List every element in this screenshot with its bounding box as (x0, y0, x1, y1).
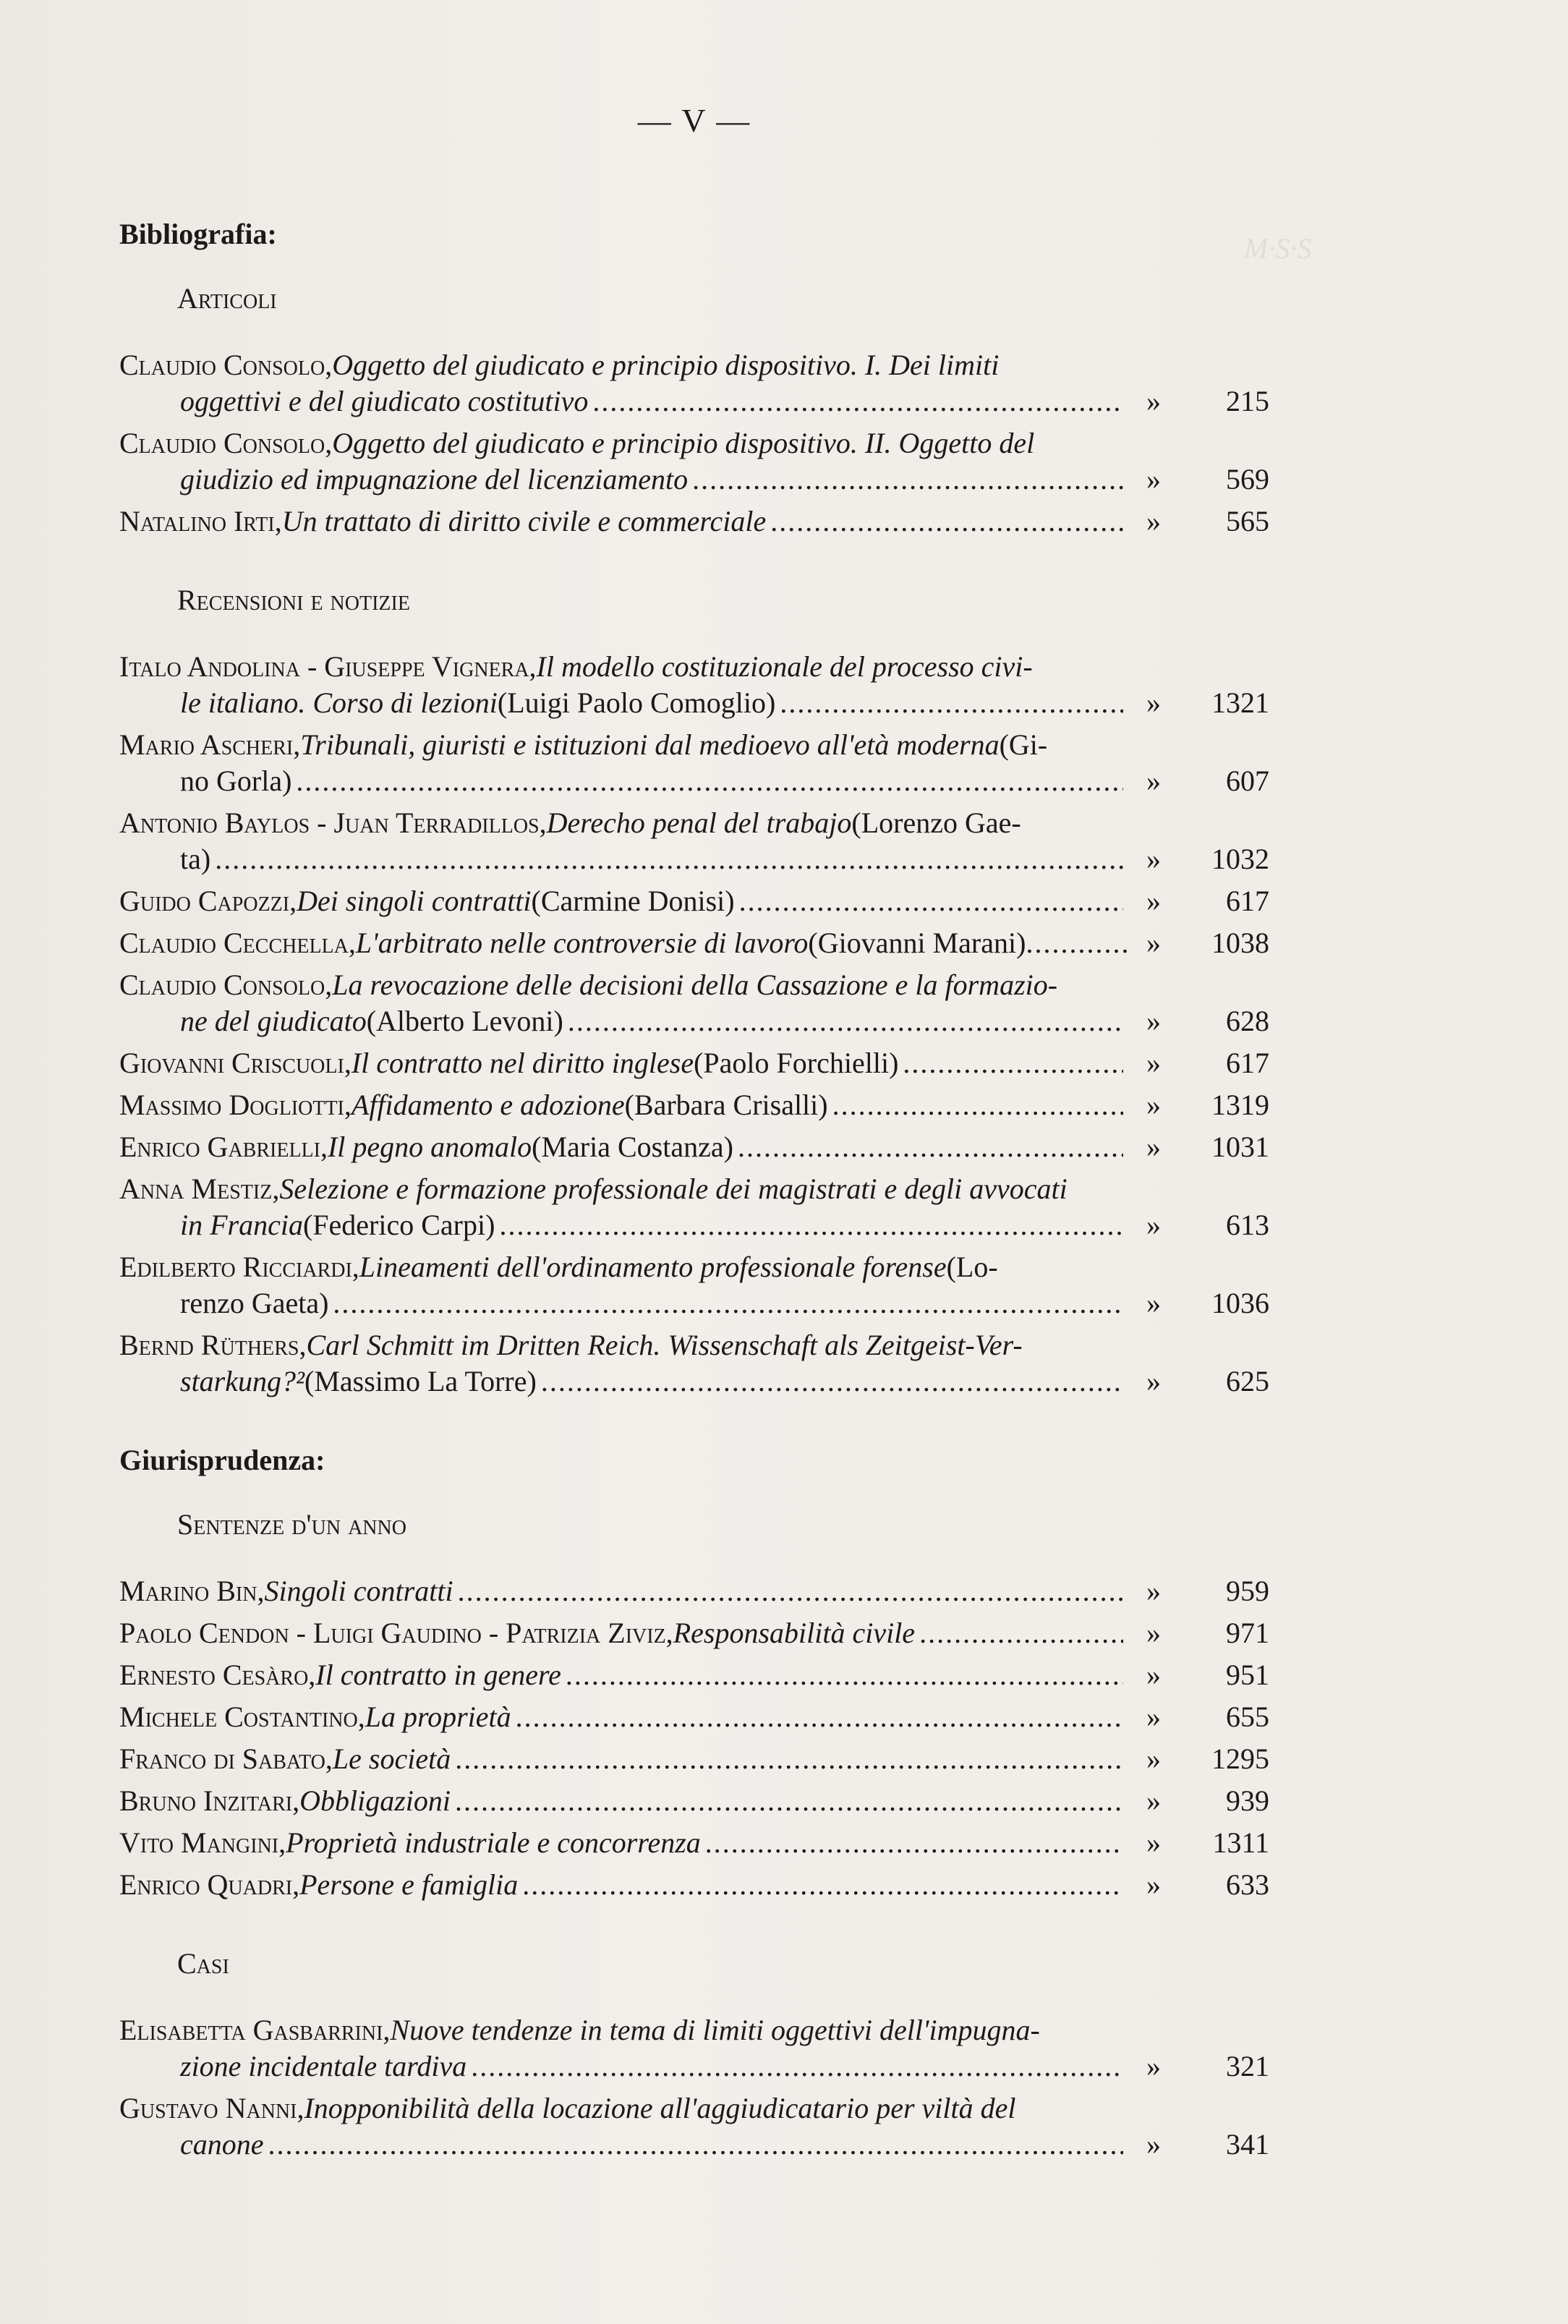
entry-page: 1319 (1211, 1089, 1269, 1121)
toc-entry (119, 1249, 1269, 1321)
entry-title-cont: ne del giudicato (180, 1005, 367, 1037)
toc-entry (119, 727, 1269, 799)
raquo-marker: » (1146, 1659, 1161, 1691)
entry-author: Guido Capozzi, (119, 885, 297, 917)
raquo-marker: » (1146, 765, 1161, 797)
subsection-title-recensioni: Recensioni e notizie (177, 584, 410, 616)
toc-entry (119, 1657, 1269, 1693)
raquo-marker: » (1146, 1701, 1161, 1733)
entry-author: Massimo Dogliotti, (119, 1089, 351, 1121)
raquo-marker: » (1146, 1287, 1161, 1319)
entry-author: Claudio Consolo, (119, 349, 333, 381)
entry-author: Elisabetta Gasbarrini, (119, 2014, 391, 2046)
entry-title: Proprietà industriale e concorrenza (286, 1826, 701, 1859)
entry-author: Marino Bin, (119, 1575, 265, 1607)
raquo-marker: » (1146, 1005, 1161, 1037)
toc-entry (119, 2090, 1269, 2163)
toc-entry (119, 883, 1269, 919)
entry-author: Enrico Quadri, (119, 1868, 300, 1901)
entry-page: 215 (1226, 385, 1269, 417)
toc-entry (119, 1867, 1269, 1903)
entry-author: Claudio Consolo, (119, 427, 333, 459)
entry-reviewer: (Alberto Levoni) (366, 1005, 563, 1037)
entry-author: Italo Andolina - Giuseppe Vignera, (119, 650, 537, 683)
entry-page: 625 (1226, 1365, 1269, 1397)
raquo-marker: » (1146, 1575, 1161, 1607)
raquo-marker: » (1146, 1131, 1161, 1163)
subsection-title-casi: Casi (177, 1947, 229, 1980)
entry-author: Claudio Consolo, (119, 969, 333, 1001)
toc-entry (119, 805, 1269, 877)
entry-page: 1038 (1211, 927, 1269, 959)
entry-page: 1036 (1211, 1287, 1269, 1319)
toc-entry (119, 2012, 1269, 2085)
entry-author: Claudio Cecchella, (119, 927, 356, 959)
entry-title: Carl Schmitt im Dritten Reich. Wissenschaft als Zeitgeist-Ver- (306, 1329, 1023, 1361)
entry-title-cont: giudizio ed impugnazione del licenziamento (180, 463, 689, 495)
toc-entry (119, 1087, 1269, 1123)
bleed-through-text: M·S·S (1244, 232, 1312, 265)
entry-title: Lineamenti dell'ordinamento professionale forense (359, 1251, 947, 1283)
entry-page: 1032 (1211, 843, 1269, 875)
entry-title: Obbligazioni (299, 1784, 451, 1817)
entry-title: Oggetto del giudicato e principio dispositivo. I. Dei limiti (332, 349, 1000, 381)
entry-title-cont: oggettivi e del giudicato costitutivo (180, 385, 589, 417)
entries-articoli (119, 347, 1269, 540)
entry-author: Franco di Sabato, (119, 1742, 333, 1775)
entry-author: Giovanni Criscuoli, (119, 1047, 351, 1079)
entry-reviewer: (Federico Carpi) (302, 1209, 495, 1241)
entry-page: 1295 (1211, 1742, 1269, 1775)
entry-title: Nuove tendenze in tema di limiti oggettivi dell'impugna- (390, 2014, 1040, 2046)
entry-reviewer: (Paolo Forchielli) (694, 1047, 899, 1079)
entry-author: Mario Ascheri, (119, 728, 301, 761)
subsection-title-sentenze: Sentenze d'un anno (177, 1508, 406, 1541)
entry-title-cont: starkung?² (180, 1365, 304, 1397)
toc-entry (119, 1129, 1269, 1165)
entry-reviewer: (Carmine Donisi) (531, 885, 735, 917)
raquo-marker: » (1146, 1209, 1161, 1241)
toc-entry (119, 347, 1269, 420)
entry-title: Responsabilità civile (673, 1617, 916, 1649)
page-folio: — V — (637, 102, 751, 139)
subsection-title-articoli: Articoli (177, 282, 277, 315)
toc-entry (119, 1171, 1269, 1243)
entry-reviewer: (Giovanni Marani) (808, 927, 1026, 959)
entry-title: La revocazione delle decisioni della Cassazione e la formazio- (332, 969, 1058, 1001)
raquo-marker: » (1146, 1047, 1161, 1079)
entry-reviewer: (Luigi Paolo Comoglio) (497, 686, 776, 719)
toc-entry (119, 1783, 1269, 1819)
entry-author: Vito Mangini, (119, 1826, 286, 1859)
entry-page: 341 (1226, 2128, 1269, 2161)
entry-title-cont: le italiano. Corso di lezioni (180, 686, 498, 719)
entry-page: 939 (1226, 1784, 1269, 1817)
entry-page: 1321 (1211, 686, 1269, 719)
entry-title-cont: canone (180, 2128, 264, 2161)
toc-entry (119, 425, 1269, 498)
toc-entry (119, 649, 1269, 721)
entry-author: Gustavo Nanni, (119, 2092, 304, 2124)
entry-reviewer: (Barbara Crisalli) (624, 1089, 828, 1121)
entry-page: 633 (1226, 1868, 1269, 1901)
raquo-marker: » (1146, 385, 1161, 417)
table-of-contents (119, 217, 1269, 2206)
entry-title: Singoli contratti (264, 1575, 453, 1607)
entry-page: 321 (1226, 2050, 1269, 2082)
entry-page: 1311 (1212, 1826, 1269, 1859)
raquo-marker: » (1146, 1089, 1161, 1121)
entry-title: Il pegno anomalo (327, 1131, 532, 1163)
entry-title: Il contratto nel diritto inglese (351, 1047, 694, 1079)
raquo-marker: » (1146, 1365, 1161, 1397)
entry-title: Persone e famiglia (299, 1868, 519, 1901)
entry-reviewer: (Lorenzo Gae- (851, 806, 1021, 839)
entry-title: Il modello costituzionale del processo civi- (536, 650, 1033, 683)
entry-author: Paolo Cendon - Luigi Gaudino - Patrizia Ziviz, (119, 1617, 673, 1649)
entry-page: 569 (1226, 463, 1269, 495)
raquo-marker: » (1146, 505, 1161, 537)
entry-author: Bernd Rüthers, (119, 1329, 307, 1361)
entry-title: La proprietà (365, 1701, 511, 1733)
entry-page: 617 (1226, 1047, 1269, 1079)
raquo-marker: » (1146, 2128, 1161, 2161)
raquo-marker: » (1146, 463, 1161, 495)
raquo-marker: » (1146, 1742, 1161, 1775)
toc-entry (119, 1045, 1269, 1081)
toc-entry (119, 967, 1269, 1039)
entry-title: Le società (332, 1742, 451, 1775)
toc-entry (119, 1573, 1269, 1609)
entries-recensioni (119, 649, 1269, 1400)
entry-title: Inopponibilità della locazione all'aggiudicatario per viltà del (304, 2092, 1016, 2124)
entry-title-cont: in Francia (180, 1209, 303, 1241)
entry-page: 617 (1226, 885, 1269, 917)
section-title-bibliografia: Bibliografia: (119, 218, 277, 250)
entry-page: 565 (1226, 505, 1269, 537)
entry-author: Antonio Baylos - Juan Terradillos, (119, 806, 547, 839)
entry-title: Selezione e formazione professionale dei magistrati e degli avvocati (279, 1172, 1068, 1205)
entry-author: Edilberto Ricciardi, (119, 1251, 359, 1283)
toc-entry (119, 503, 1269, 540)
entry-title: Affidamento e adozione (351, 1089, 625, 1121)
entry-page: 1031 (1211, 1131, 1269, 1163)
raquo-marker: » (1146, 927, 1161, 959)
entry-author: Natalino Irti, (119, 505, 282, 537)
toc-entry (119, 1699, 1269, 1735)
entry-page: 628 (1226, 1005, 1269, 1037)
raquo-marker: » (1146, 885, 1161, 917)
entry-author: Enrico Gabrielli, (119, 1131, 328, 1163)
entry-title: Il contratto in genere (315, 1659, 561, 1691)
entry-title: Derecho penal del trabajo (546, 806, 852, 839)
raquo-marker: » (1146, 843, 1161, 875)
entry-page: 655 (1226, 1701, 1269, 1733)
raquo-marker: » (1146, 2050, 1161, 2082)
toc-entry (119, 1615, 1269, 1651)
entry-page: 971 (1226, 1617, 1269, 1649)
entries-casi (119, 2012, 1269, 2163)
toc-entry (119, 925, 1269, 961)
entry-page: 959 (1226, 1575, 1269, 1607)
entry-title: L'arbitrato nelle controversie di lavoro (355, 927, 809, 959)
entries-sentenze (119, 1573, 1269, 1903)
entry-title: Dei singoli contratti (297, 885, 532, 917)
entry-title: Un trattato di diritto civile e commerciale (281, 505, 767, 537)
raquo-marker: » (1146, 686, 1161, 719)
raquo-marker: » (1146, 1784, 1161, 1817)
entry-page: 607 (1226, 765, 1269, 797)
entry-reviewer: (Gi- (999, 728, 1048, 761)
entry-reviewer: (Maria Costanza) (532, 1131, 733, 1163)
entry-reviewer: (Lo- (946, 1251, 998, 1283)
entry-page: 951 (1226, 1659, 1269, 1691)
entry-author: Ernesto Cesàro, (119, 1659, 316, 1691)
raquo-marker: » (1146, 1826, 1161, 1859)
entry-title-cont: zione incidentale tardiva (180, 2050, 467, 2082)
entry-reviewer-cont: ta) (180, 843, 211, 875)
entry-reviewer: (Massimo La Torre) (304, 1365, 537, 1397)
raquo-marker: » (1146, 1868, 1161, 1901)
entry-page: 613 (1226, 1209, 1269, 1241)
section-title-giurisprudenza: Giurisprudenza: (119, 1444, 325, 1476)
entry-author: Bruno Inzitari, (119, 1784, 300, 1817)
toc-entry (119, 1825, 1269, 1861)
entry-reviewer-cont: no Gorla) (180, 765, 292, 797)
entry-author: Anna Mestiz, (119, 1172, 280, 1205)
toc-entry (119, 1741, 1269, 1777)
entry-author: Michele Costantino, (119, 1701, 365, 1733)
raquo-marker: » (1146, 1617, 1161, 1649)
entry-title: Tribunali, giuristi e istituzioni dal medioevo all'età moderna (300, 728, 1000, 761)
entry-title: Oggetto del giudicato e principio dispositivo. II. Oggetto del (332, 427, 1035, 459)
toc-entry (119, 1327, 1269, 1400)
entry-reviewer-cont: renzo Gaeta) (180, 1287, 329, 1319)
